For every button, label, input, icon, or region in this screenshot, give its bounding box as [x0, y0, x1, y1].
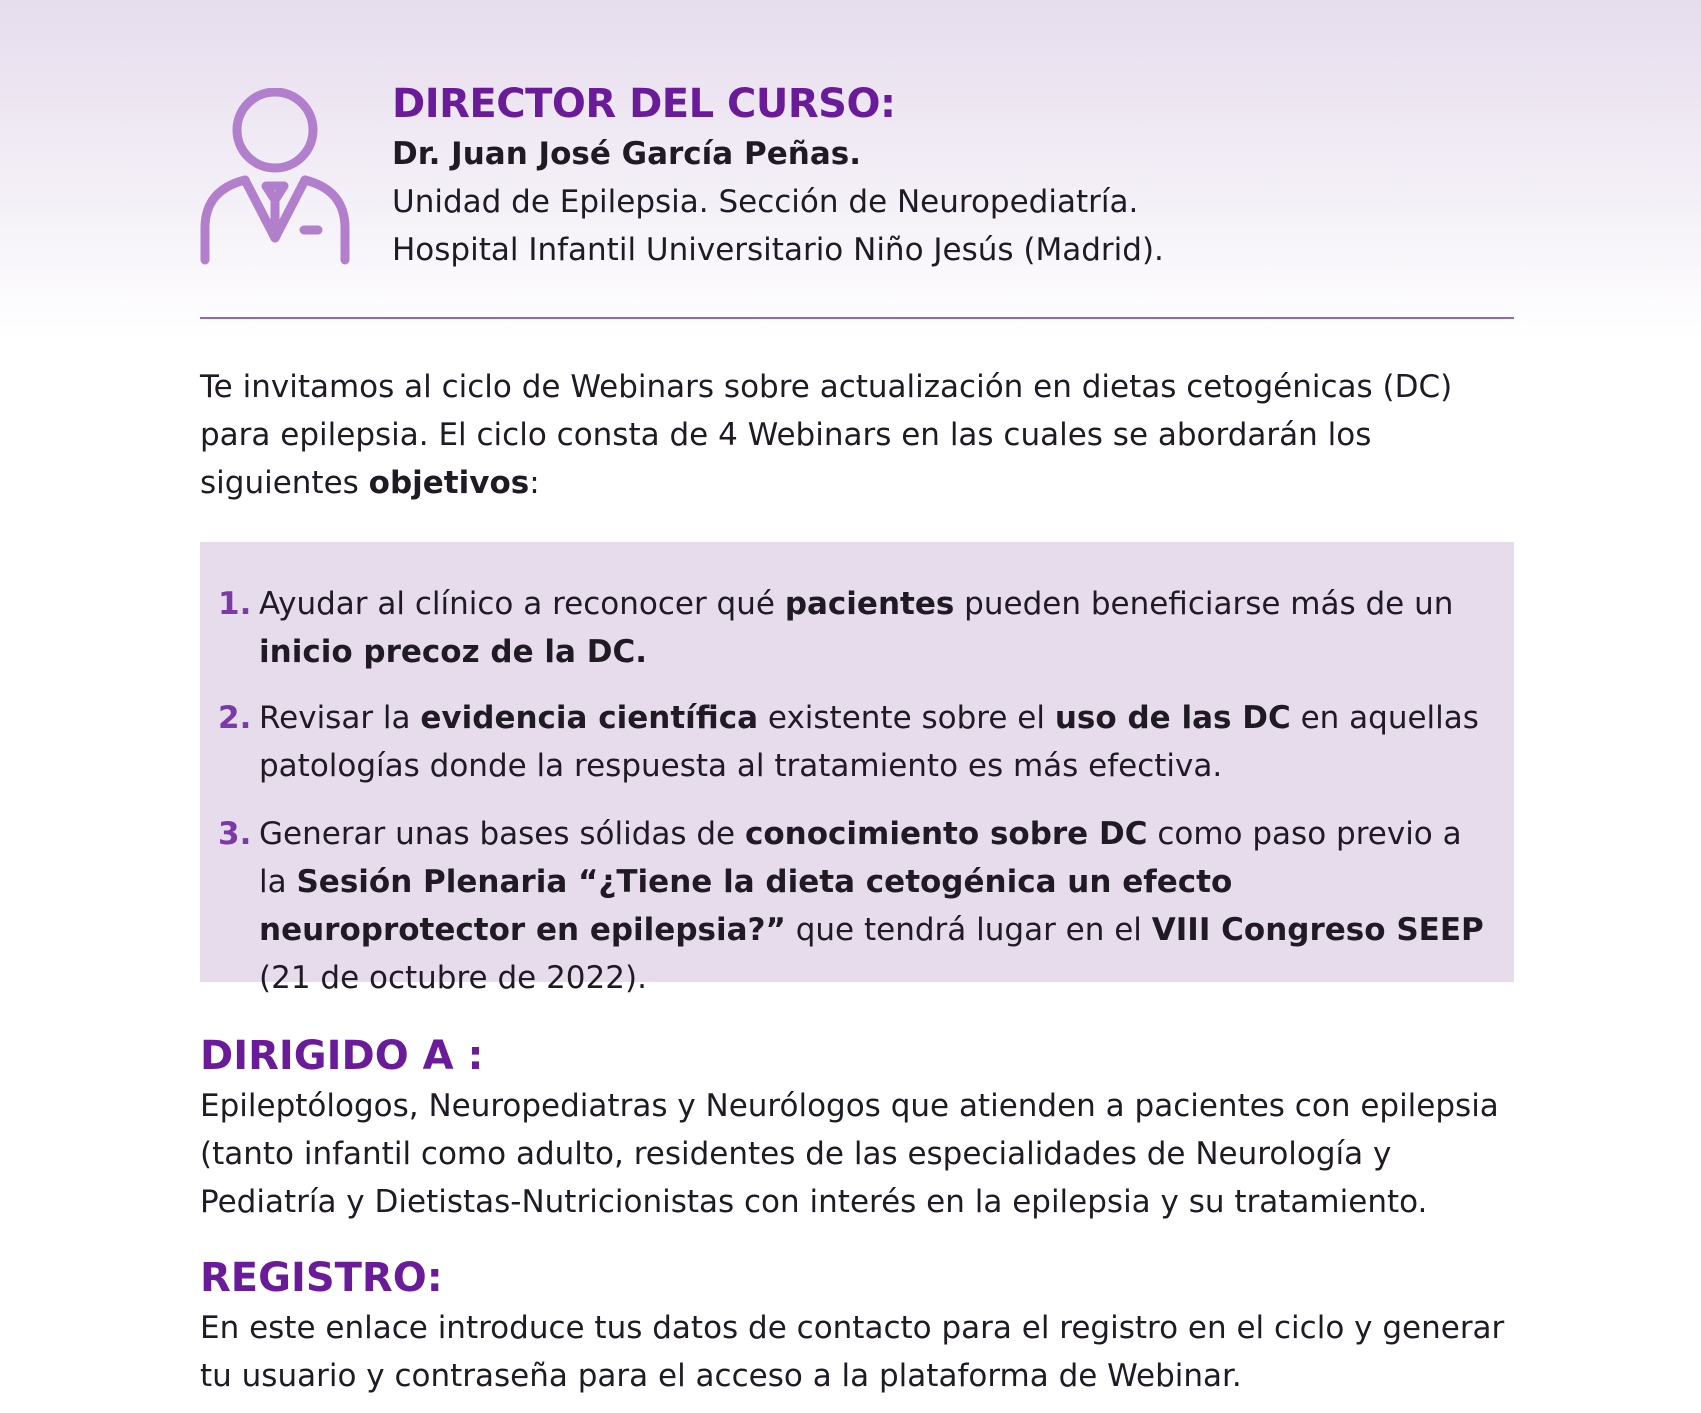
objective-text-part: Revisar la [259, 700, 421, 736]
intro-text: Te invitamos al ciclo de Webinars sobre actualización en dietas cetogénicas (DC) para epilepsia. El ciclo consta de 4 Webinars en las cuales se abordarán los siguientes [200, 369, 1453, 501]
objective-number: 1. [218, 586, 252, 622]
objective-number: 2. [218, 700, 252, 736]
objective-bold-part: pacientes [784, 586, 955, 622]
director-unit: Unidad de Epilepsia. Sección de Neuropediatría. [392, 184, 1139, 220]
objective-item [218, 694, 1498, 790]
objective-number: 3. [218, 816, 252, 852]
intro-bold: objetivos [368, 465, 530, 501]
doctor-icon [200, 88, 350, 268]
objective-bold-part: inicio precoz de la DC. [259, 634, 648, 670]
objective-bold-part: Sesión Plenaria “¿Tiene la dieta cetogénica un efecto neuroprotector en epilepsia?” [259, 864, 1233, 948]
objective-bold-part: VIII Congreso SEEP [1151, 912, 1484, 948]
director-hospital: Hospital Infantil Universitario Niño Jesús (Madrid). [392, 232, 1164, 268]
objective-text-part: pueden beneficiarse más de un [954, 586, 1454, 622]
objective-text-part: que tendrá lugar en el [785, 912, 1152, 948]
objective-text [218, 810, 1498, 1002]
objective-text-part: existente sobre el [758, 700, 1055, 736]
registro-title: REGISTRO: [200, 1255, 443, 1301]
objective-bold-part: conocimiento sobre DC [744, 816, 1148, 852]
director-title: DIRECTOR DEL CURSO: [392, 81, 896, 127]
director-section [200, 78, 1514, 278]
objective-text-part: Ayudar al clínico a reconocer qué [259, 586, 785, 622]
objective-text-part: como paso previo a la [259, 816, 1462, 900]
objective-text [218, 694, 1498, 790]
objective-text-part: en aquellas patologías donde la respuesta al tratamiento es más efectiva. [259, 700, 1479, 784]
objective-text-part: (21 de octubre de 2022). [259, 960, 647, 996]
objective-item [218, 580, 1498, 676]
divider [200, 317, 1514, 319]
intro-end: : [529, 465, 540, 501]
objective-bold-part: evidencia científica [420, 700, 759, 736]
dirigido-body: Epileptólogos, Neuropediatras y Neurólogos que atienden a pacientes con epilepsia (tanto infantil como adulto, residentes de las especialidades de Neurología y Pediatría y Dietistas-Nutricionistas con interés en la epilepsia y su tratamiento. [200, 1088, 1499, 1220]
dirigido-title: DIRIGIDO A : [200, 1033, 484, 1079]
intro-paragraph [200, 363, 1514, 507]
objective-item [218, 810, 1498, 1002]
objective-text [218, 580, 1498, 676]
registro-body: En este enlace introduce tus datos de contacto para el registro en el ciclo y generar tu usuario y contraseña para el acceso a la plataforma de Webinar. [200, 1310, 1505, 1394]
director-name: Dr. Juan José García Peñas. [392, 136, 861, 172]
objective-text-part: Generar unas bases sólidas de [259, 816, 745, 852]
director-text [392, 78, 1164, 274]
objective-bold-part: uso de las DC [1054, 700, 1291, 736]
